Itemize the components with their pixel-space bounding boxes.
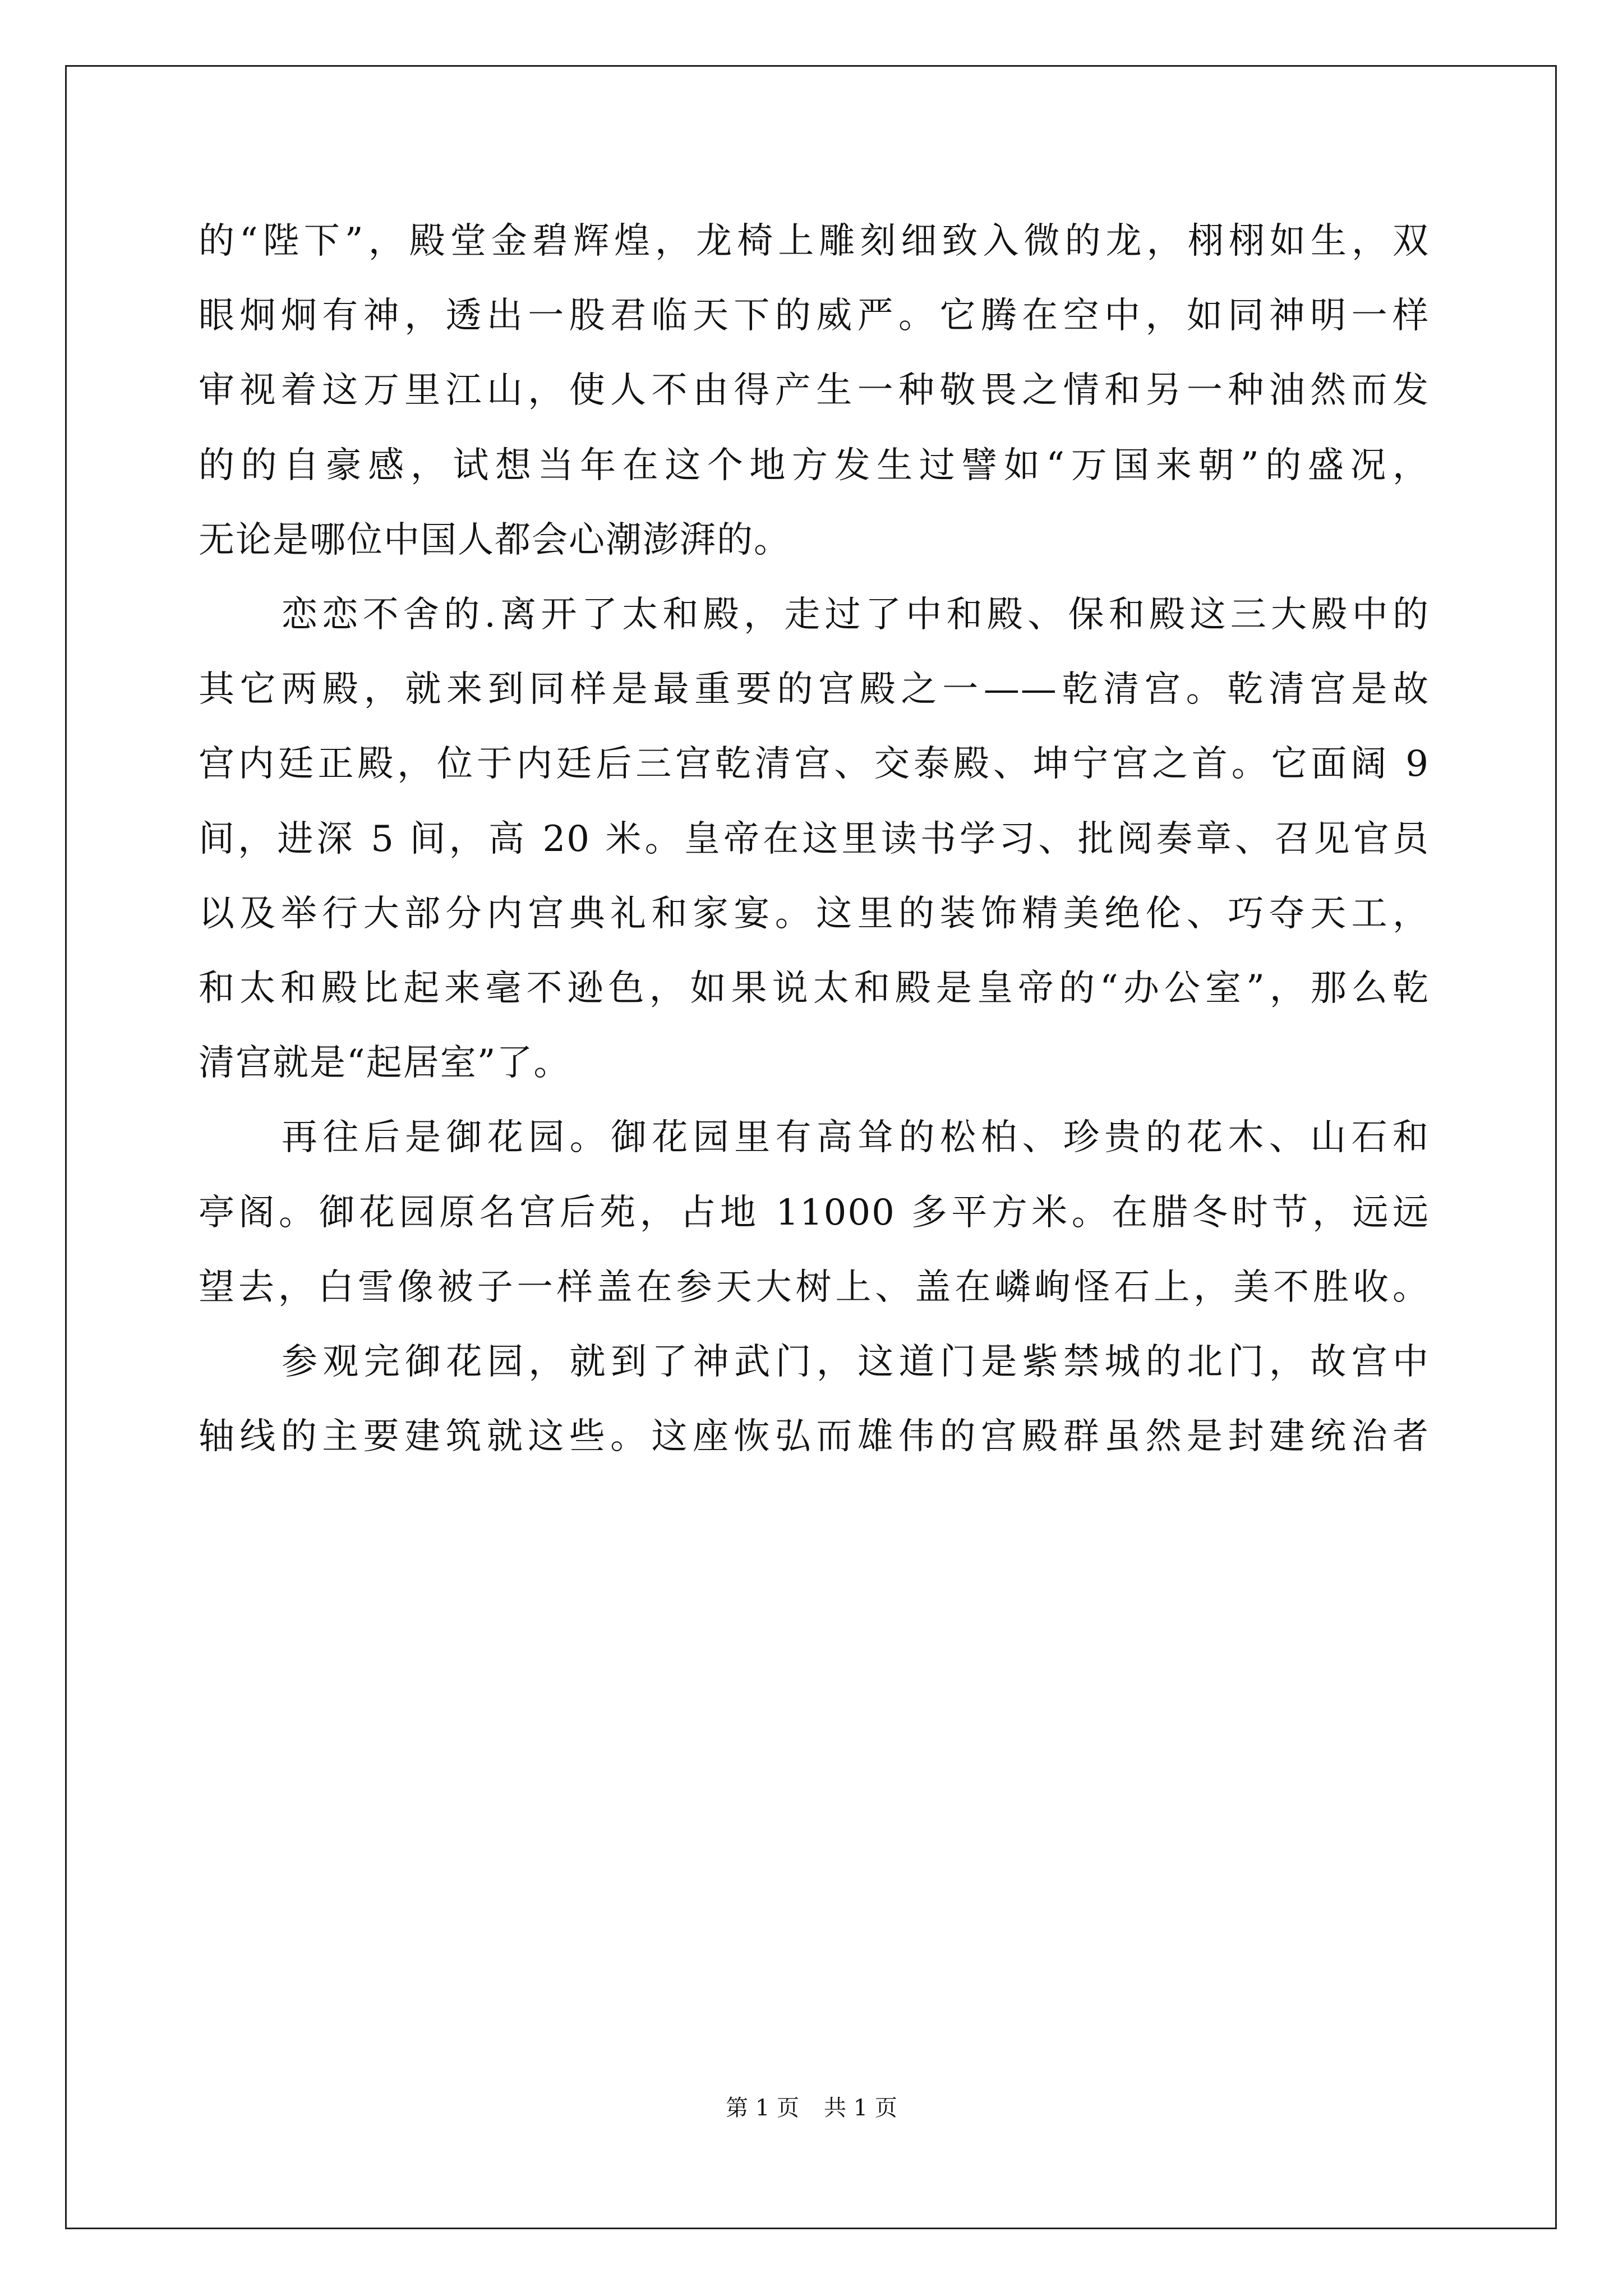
text-line: 和太和殿比起来毫不逊色，如果说太和殿是皇帝的“办公室”，那么乾 (199, 968, 1430, 1009)
page-footer (0, 2094, 1623, 2122)
text-line: 清宫就是“起居室”了。 (199, 1042, 571, 1084)
text-line: 无论是哪位中国人都会心潮澎湃的。 (199, 519, 791, 561)
paragraph-first-line: 再往后是御花园。御花园里有高耸的松柏、珍贵的花木、山石和 (282, 1117, 1430, 1158)
text-line: 宫内廷正殿，位于内廷后三宫乾清宫、交泰殿、坤宁宫之首。它面阔 9 (199, 743, 1430, 785)
text-line: 的的自豪感，试想当年在这个地方发生过譬如“万国来朝”的盛况， (199, 445, 1430, 486)
text-line: 审视着这万里江山，使人不由得产生一种敬畏之情和另一种油然而发 (199, 370, 1430, 411)
text-line: 的“陛下”，殿堂金碧辉煌，龙椅上雕刻细致入微的龙，栩栩如生，双 (199, 220, 1430, 262)
text-line: 亭阁。御花园原名宫后苑，占地 11000 多平方米。在腊冬时节，远远 (199, 1192, 1430, 1234)
text-line: 间，进深 5 间，高 20 米。皇帝在这里读书学习、批阅奏章、召见官员 (199, 818, 1430, 860)
page-total: 共 1 页 (824, 2095, 897, 2121)
paragraph-first-line: 参观完御花园，就到了神武门，这道门是紫禁城的北门，故宫中 (282, 1341, 1430, 1383)
text-line: 以及举行大部分内宫典礼和家宴。这里的装饰精美绝伦、巧夺天工， (199, 893, 1430, 935)
paragraph-first-line: 恋恋不舍的.离开了太和殿，走过了中和殿、保和殿这三大殿中的 (282, 594, 1430, 636)
page-number: 第 1 页 (726, 2095, 799, 2121)
text-line: 其它两殿，就来到同样是最重要的宫殿之一——乾清宫。乾清宫是故 (199, 669, 1430, 710)
text-line: 眼炯炯有神，透出一股君临天下的威严。它腾在空中，如同神明一样 (199, 295, 1430, 337)
text-line: 轴线的主要建筑就这些。这座恢弘而雄伟的宫殿群虽然是封建统治者 (199, 1416, 1430, 1457)
text-line: 望去，白雪像被子一样盖在参天大树上、盖在嶙峋怪石上，美不胜收。 (199, 1267, 1430, 1308)
